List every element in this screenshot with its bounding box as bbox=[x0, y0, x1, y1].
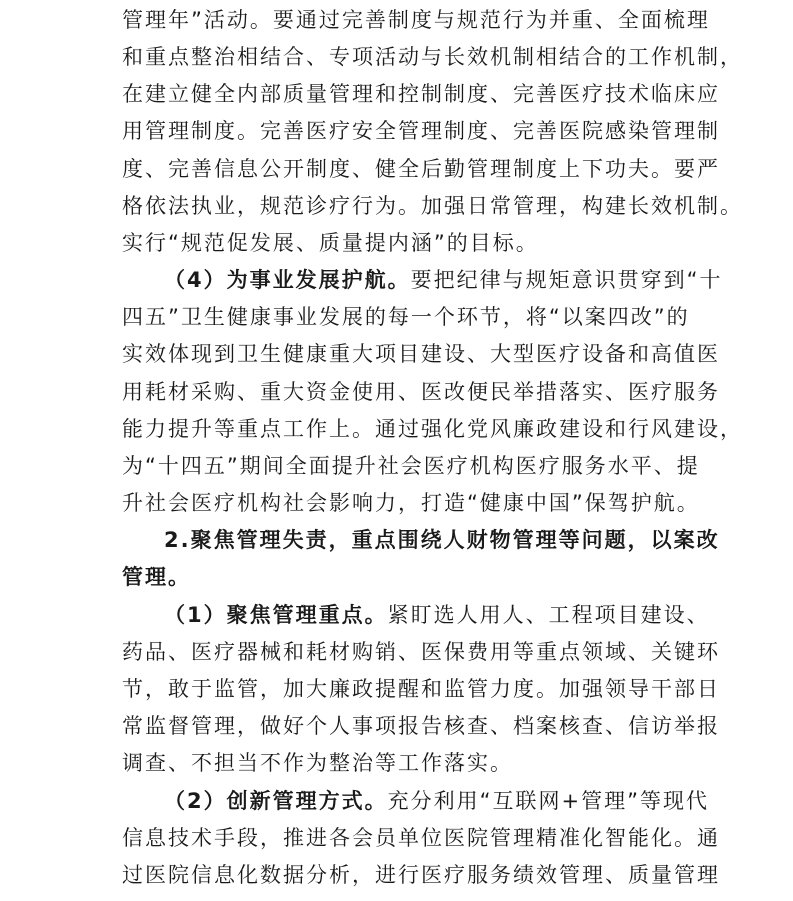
paragraph-line: 和重点整治相结合、专项活动与长效机制相结合的工作机制， bbox=[122, 45, 743, 69]
paragraph-line: 四五”卫生健康事业发展的每一个环节，将“以案四改”的 bbox=[122, 305, 690, 329]
paragraph-line: 度、完善信息公开制度、健全后勤管理制度上下功夫。要严 bbox=[122, 157, 720, 181]
paragraph-line: 格依法执业，规范诊疗行为。加强日常管理，构建长效机制。 bbox=[122, 194, 743, 218]
paragraph-line: 调查、不担当不作为整治等工作落实。 bbox=[122, 751, 513, 775]
paragraph-line: 常监督管理，做好个人事项报告核查、档案核查、信访举报 bbox=[122, 714, 720, 738]
section-2-heading-continued: 管理。 bbox=[122, 565, 191, 589]
paragraph-line: 管理年”活动。要通过完善制度与规范行为并重、全面梳理 bbox=[122, 8, 710, 32]
paragraph-line: 节，敢于监管，加大廉政提醒和监管力度。加强领导干部日 bbox=[122, 677, 720, 701]
paragraph-line: 信息技术手段，推进各会员单位医院管理精准化智能化。通 bbox=[122, 826, 720, 850]
item-2-heading: （2）创新管理方式。 bbox=[164, 789, 388, 813]
paragraph-line: 在建立健全内部质量管理和控制制度、完善医疗技术临床应 bbox=[122, 82, 720, 106]
item-4-heading: （4）为事业发展护航。 bbox=[164, 268, 411, 292]
item-1-text: 紧盯选人用人、工程项目建设、 bbox=[387, 603, 710, 627]
paragraph-line: 用管理制度。完善医疗安全管理制度、完善医院感染管理制 bbox=[122, 119, 720, 143]
paragraph-line: 实行“规范促发展、质量提内涵”的目标。 bbox=[122, 231, 539, 255]
section-2-heading: 2.聚焦管理失责，重点围绕人财物管理等问题，以案改 bbox=[164, 528, 720, 552]
item-2-text: 充分利用“互联网+管理”等现代 bbox=[387, 789, 709, 813]
paragraph-line: 用耗材采购、重大资金使用、医改便民举措落实、医疗服务 bbox=[122, 380, 720, 404]
paragraph-line: 过医院信息化数据分析，进行医疗服务绩效管理、质量管理 bbox=[122, 863, 720, 887]
item-1-first-line bbox=[164, 600, 710, 630]
item-4-text: 要把纪律与规矩意识贯穿到“十 bbox=[410, 268, 723, 292]
paragraph-line: 为“十四五”期间全面提升社会医疗机构医疗服务水平、提 bbox=[122, 454, 700, 478]
item-2-first-line bbox=[164, 786, 709, 816]
paragraph-line: 药品、医疗器械和耗材购销、医保费用等重点领域、关键环 bbox=[122, 640, 720, 664]
item-1-heading: （1）聚焦管理重点。 bbox=[164, 603, 388, 627]
paragraph-line: 升社会医疗机构社会影响力，打造“健康中国”保驾护航。 bbox=[122, 491, 700, 515]
paragraph-line: 实效体现到卫生健康重大项目建设、大型医疗设备和高值医 bbox=[122, 342, 720, 366]
item-4-first-line bbox=[164, 265, 723, 295]
paragraph-line: 能力提升等重点工作上。通过强化党风廉政建设和行风建设， bbox=[122, 417, 743, 441]
